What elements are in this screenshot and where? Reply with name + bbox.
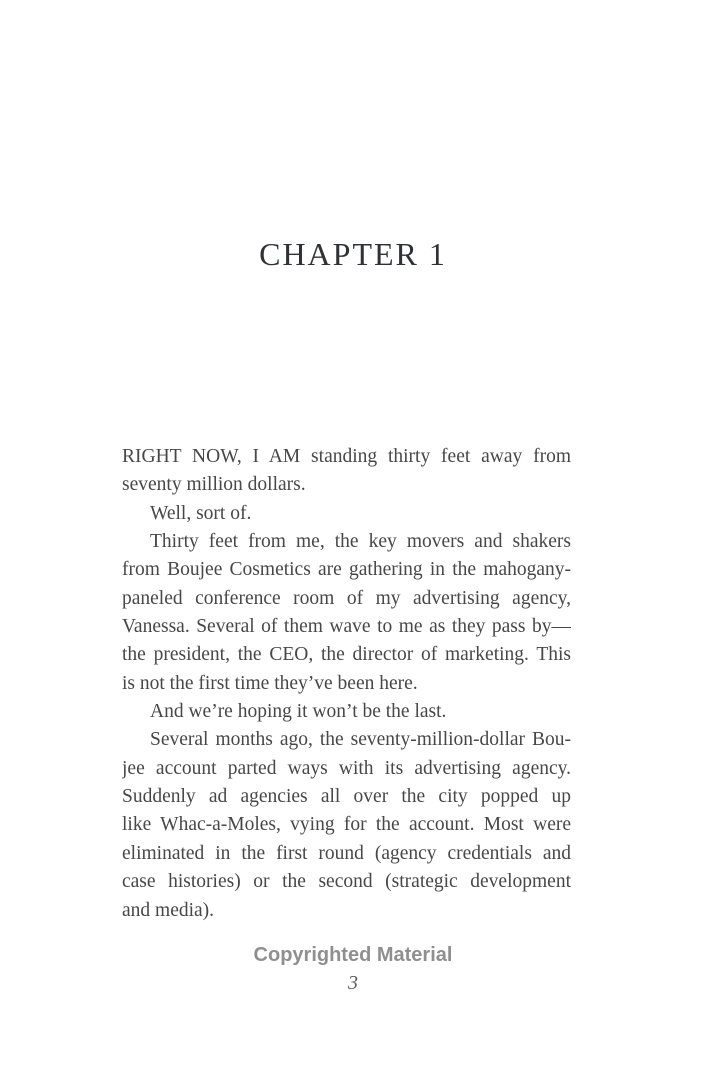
text-line: and media). xyxy=(122,899,215,921)
text-line: Vanessa. Several of them wave to me as they pass by— xyxy=(122,616,571,638)
text-line: is not the first time they’ve been here. xyxy=(122,672,418,694)
text-line: jee account parted ways with its advertising agency. xyxy=(122,757,571,779)
body-text xyxy=(122,443,571,925)
text-line: Several months ago, the seventy-million-dollar Bou- xyxy=(150,729,571,751)
text-line: Thirty feet from me, the key movers and shakers xyxy=(150,531,571,553)
text-line: RIGHT NOW, I AM standing thirty feet away from xyxy=(122,446,571,467)
text-line: eliminated in the first round (agency credentials and xyxy=(122,842,571,864)
text-line: seventy million dollars. xyxy=(122,474,306,496)
text-line: from Boujee Cosmetics are gathering in the mahogany- xyxy=(122,559,571,581)
page-number: 3 xyxy=(348,972,358,994)
text-line: paneled conference room of my advertising agency, xyxy=(122,587,571,609)
text-line: case histories) or the second (strategic development xyxy=(122,871,571,893)
text-line: And we’re hoping it won’t be the last. xyxy=(150,701,447,723)
text-line: Well, sort of. xyxy=(150,502,252,524)
text-line: like Whac-a-Moles, vying for the account. Most were xyxy=(122,814,571,836)
text-line: the president, the CEO, the director of marketing. This xyxy=(122,644,571,666)
chapter-heading: CHAPTER 1 xyxy=(259,236,447,272)
copyright-notice: Copyrighted Material xyxy=(253,944,453,966)
text-line: Suddenly ad agencies all over the city popped up xyxy=(122,786,571,808)
